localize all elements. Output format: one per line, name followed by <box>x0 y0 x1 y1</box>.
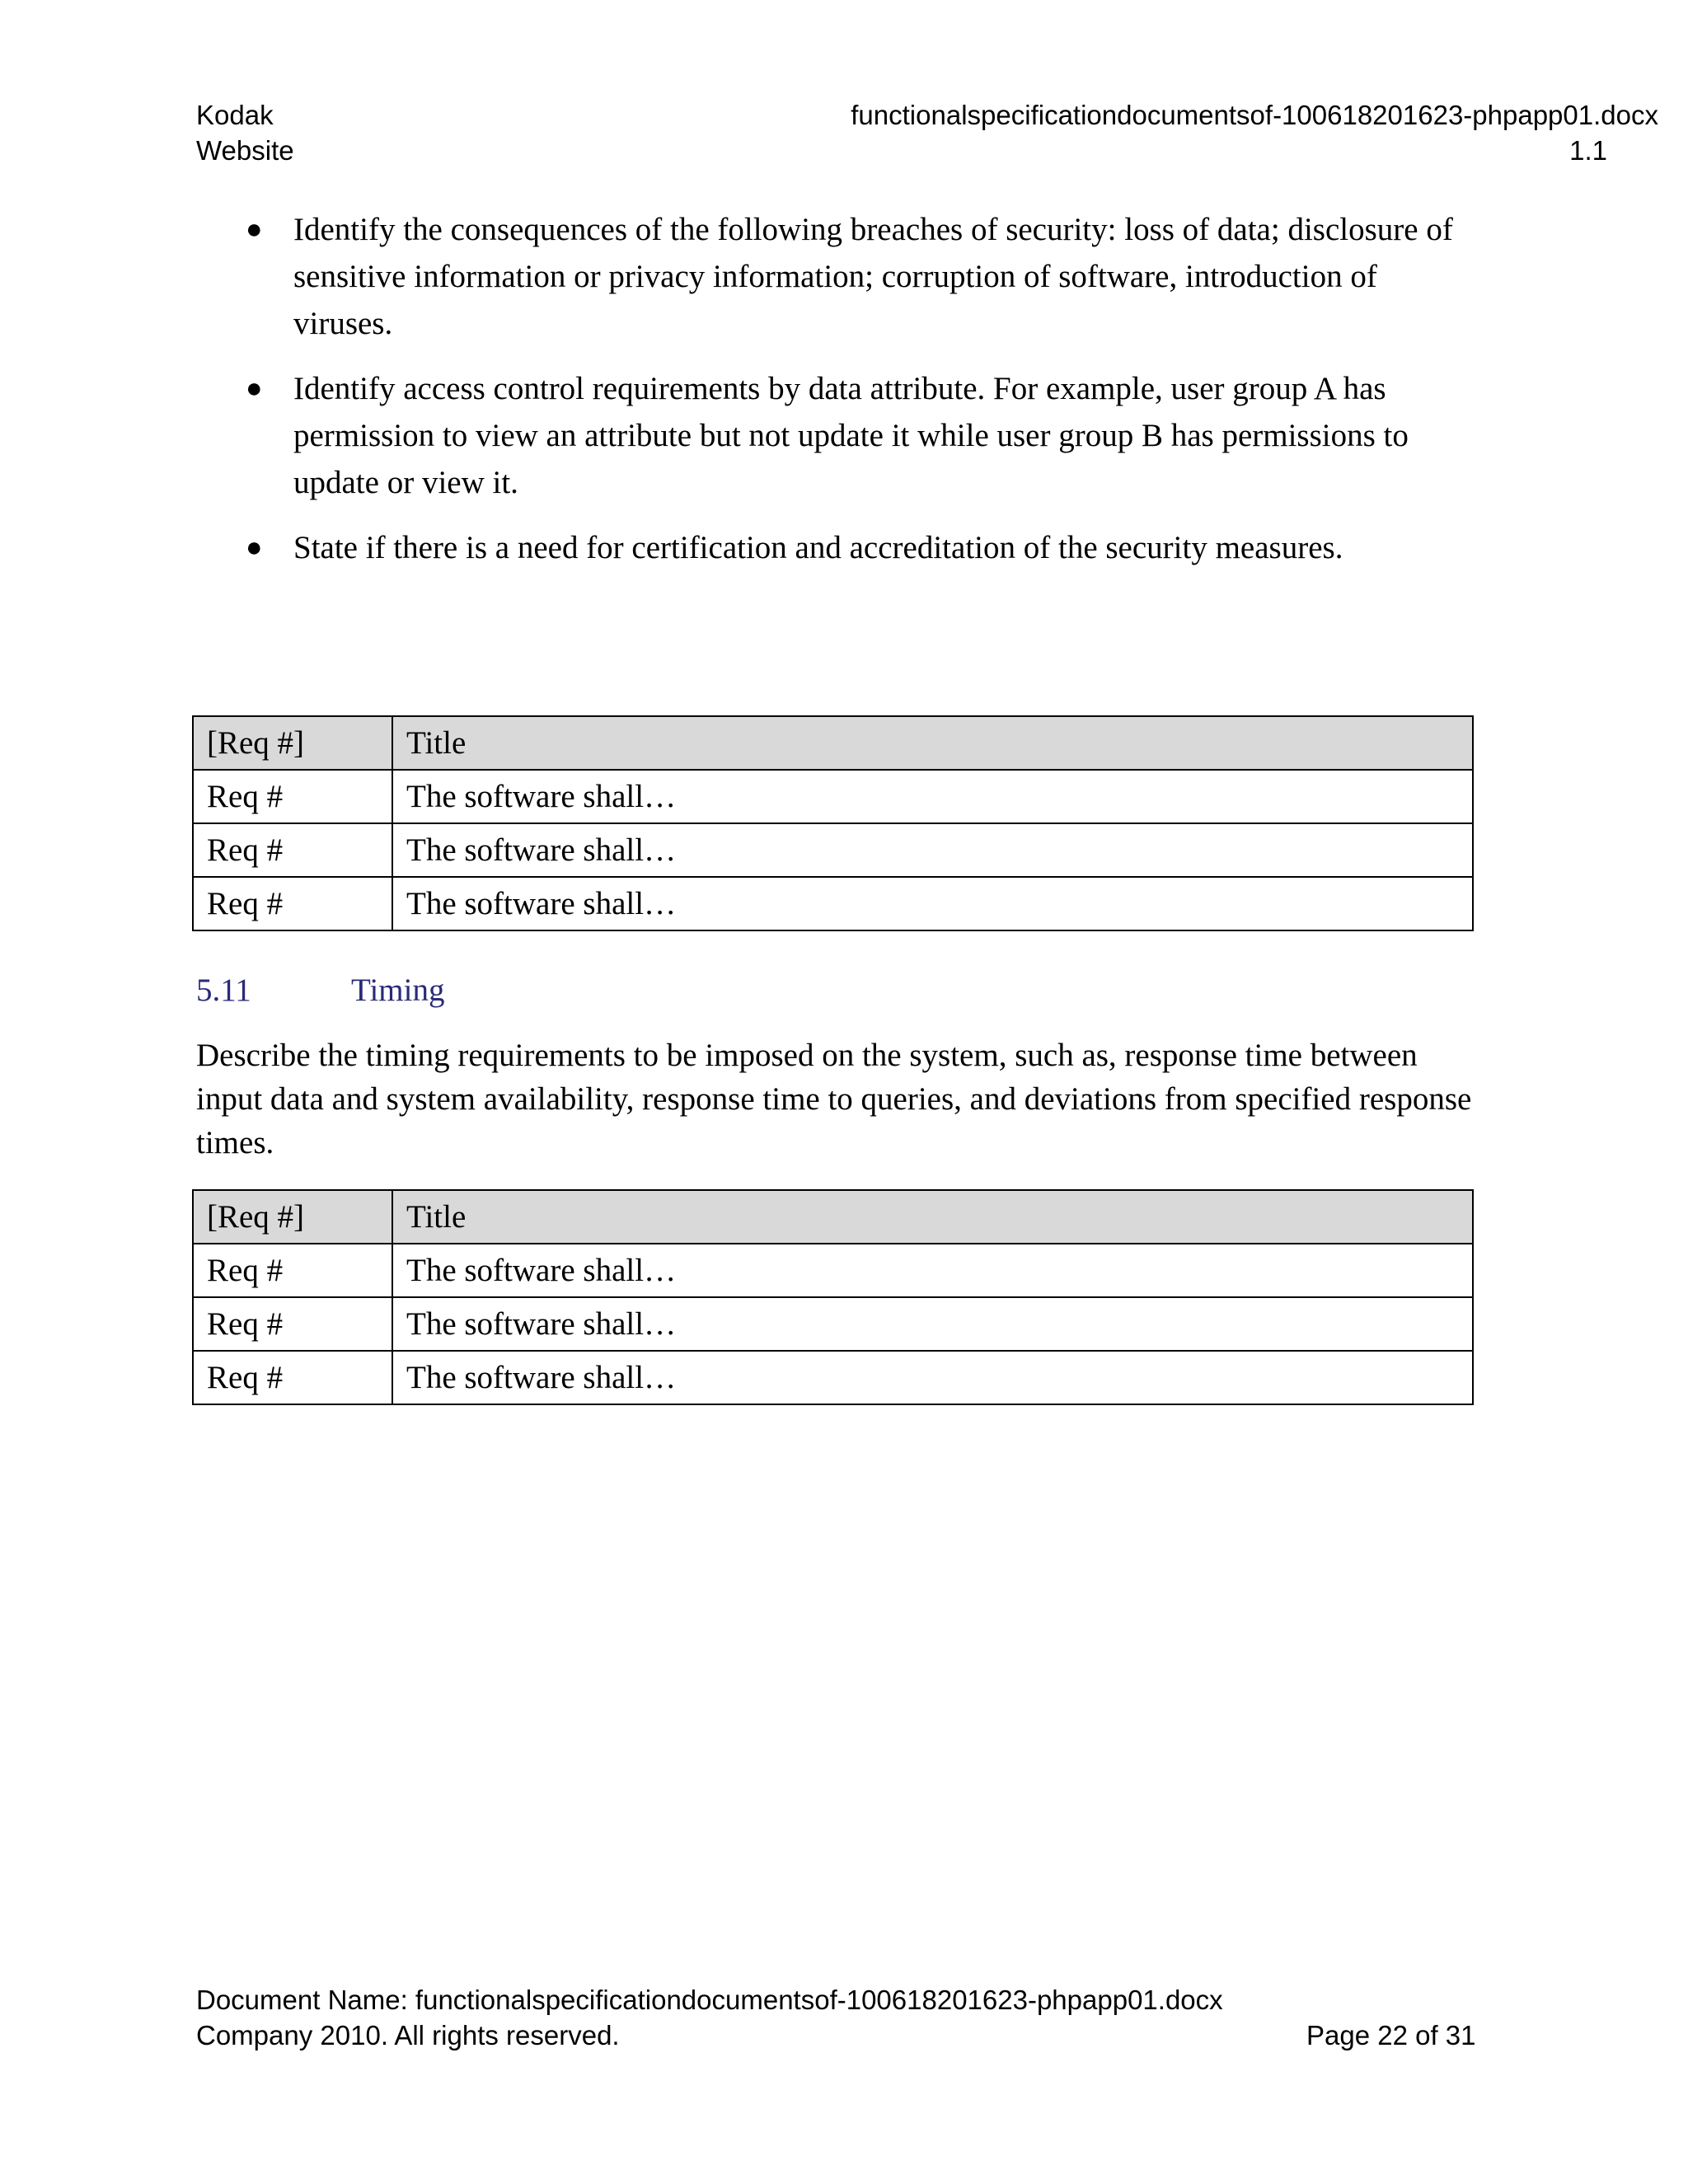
bullet-text: Identify the consequences of the following breaches of security: loss of data; disclosure of sensitive information or privacy information; corruption of software, introduction of viruses. <box>293 212 1453 341</box>
header-right <box>851 97 1658 168</box>
bullet-text: Identify access control requirements by data attribute. For example, user group A has permission to view an attribute but not update it while user group B has permissions to update or view it. <box>293 371 1409 500</box>
table-row <box>193 1297 1473 1351</box>
section-number: 5.11 <box>196 972 251 1008</box>
table-row <box>193 770 1473 823</box>
table-cell: Req # <box>193 770 392 823</box>
table-cell: The software shall… <box>392 770 1473 823</box>
table-header-row <box>193 1190 1473 1244</box>
table-header-cell: Title <box>392 716 1473 770</box>
header-left <box>196 97 294 168</box>
table-cell: The software shall… <box>392 1297 1473 1351</box>
security-bullet-list <box>196 206 1465 589</box>
header-document: functionalspecificationdocumentsof-100618201623-phpapp01.docx <box>851 100 1658 130</box>
table-cell: Req # <box>193 1351 392 1404</box>
list-item <box>196 524 1465 571</box>
table-cell: The software shall… <box>392 877 1473 930</box>
table-cell: The software shall… <box>392 1351 1473 1404</box>
table-header-cell: Title <box>392 1190 1473 1244</box>
header-version: 1.1 <box>1569 135 1607 166</box>
footer-copyright: Company 2010. All rights reserved. <box>196 2020 620 2050</box>
footer-document-name: Document Name: functionalspecificationdocumentsof-100618201623-phpapp01.docx <box>196 1985 1223 2015</box>
table-header-cell: [Req #] <box>193 1190 392 1244</box>
section-title: Timing <box>351 972 445 1008</box>
list-item <box>196 206 1465 347</box>
table-cell: The software shall… <box>392 1244 1473 1297</box>
table-cell: Req # <box>193 823 392 877</box>
footer-page-number: Page 22 of 31 <box>1306 2020 1476 2050</box>
table-cell: Req # <box>193 1244 392 1297</box>
bullet-icon: ● <box>246 532 263 563</box>
section-heading <box>196 970 444 1011</box>
requirements-table-timing <box>192 1189 1474 1405</box>
table-row <box>193 823 1473 877</box>
table-cell: The software shall… <box>392 823 1473 877</box>
bullet-icon: ● <box>246 373 263 404</box>
requirements-table-security <box>192 715 1474 931</box>
table-header-cell: [Req #] <box>193 716 392 770</box>
bullet-text: State if there is a need for certification and accreditation of the security measures. <box>293 530 1343 565</box>
header-company: Kodak <box>196 100 274 130</box>
header-project: Website <box>196 135 294 166</box>
table-cell: Req # <box>193 1297 392 1351</box>
table-cell: Req # <box>193 877 392 930</box>
table-row <box>193 877 1473 930</box>
bullet-icon: ● <box>246 214 263 245</box>
list-item <box>196 365 1465 506</box>
table-header-row <box>193 716 1473 770</box>
table-row <box>193 1351 1473 1404</box>
table-row <box>193 1244 1473 1297</box>
section-paragraph: Describe the timing requirements to be imposed on the system, such as, response time between input data and system availability, response time to queries, and deviations from specified response times. <box>196 1038 1472 1160</box>
